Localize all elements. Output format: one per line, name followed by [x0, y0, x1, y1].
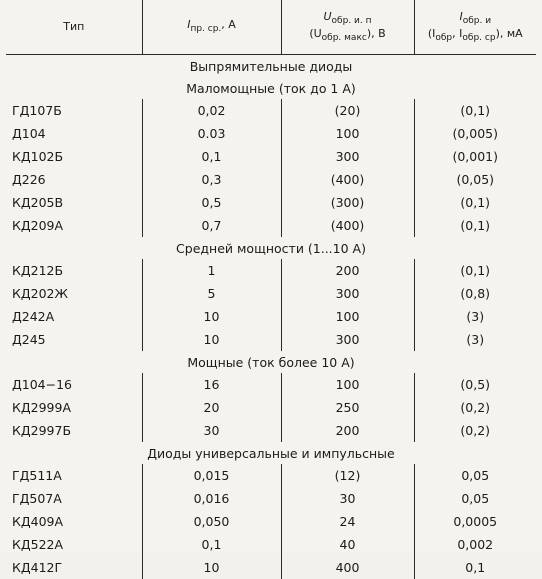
cell-reverse-current: 0,002 — [414, 533, 536, 556]
section-subtitle: Маломощные (ток до 1 А) — [186, 80, 356, 96]
cell-current: 0,7 — [142, 214, 281, 237]
cell-type: Д245 — [12, 332, 46, 347]
cell-reverse-current: (0,2) — [414, 396, 536, 419]
header-forward-current — [142, 0, 281, 55]
header-col4-l2-close: ), мА — [495, 27, 523, 40]
cell-current: 10 — [142, 556, 281, 579]
diode-spec-table — [6, 0, 536, 579]
header-col3-l2-close: ), В — [366, 27, 386, 40]
cell-type: КД409А — [12, 514, 64, 529]
cell-voltage: (20) — [281, 99, 414, 122]
header-type-label: Тип — [63, 20, 85, 34]
table-row — [6, 328, 536, 351]
header-col4-l2-mid: , I — [452, 27, 463, 40]
header-col4-l2-sub1: обр — [435, 33, 453, 44]
cell-current: 0,5 — [142, 191, 281, 214]
cell-current: 20 — [142, 396, 281, 419]
cell-reverse-current: (0,5) — [414, 373, 536, 396]
table-row — [6, 556, 536, 579]
header-reverse-current — [414, 0, 536, 55]
header-col2-sub: пр. ср. — [190, 24, 222, 35]
cell-voltage: 250 — [281, 396, 414, 419]
header-reverse-voltage — [281, 0, 414, 55]
header-col3-l2-sub: обр. макс — [321, 33, 367, 44]
cell-type: КД522А — [12, 537, 64, 552]
cell-type: Д104−16 — [12, 377, 73, 392]
table-header-row — [6, 0, 536, 55]
cell-reverse-current: (0,001) — [414, 145, 536, 168]
table-row — [6, 282, 536, 305]
table-row — [6, 419, 536, 442]
table-row — [6, 168, 536, 191]
section-title-row — [6, 351, 536, 373]
section-title-row — [6, 237, 536, 259]
cell-voltage: (400) — [281, 214, 414, 237]
cell-type: ГД507А — [12, 491, 62, 506]
header-col4-l2-sub2: обр. ср — [462, 33, 496, 44]
table-row — [6, 373, 536, 396]
cell-type: ГД511А — [12, 468, 62, 483]
cell-current: 1 — [142, 259, 281, 282]
table-row — [6, 259, 536, 282]
cell-current: 30 — [142, 419, 281, 442]
cell-reverse-current: 0,1 — [414, 556, 536, 579]
header-type — [6, 0, 142, 55]
table-row — [6, 396, 536, 419]
cell-type: Д104 — [12, 126, 46, 141]
cell-voltage: (400) — [281, 168, 414, 191]
cell-type: Д242А — [12, 309, 55, 324]
table-row — [6, 533, 536, 556]
section-title-row — [6, 442, 536, 464]
cell-voltage: 30 — [281, 487, 414, 510]
cell-voltage: 100 — [281, 305, 414, 328]
cell-voltage: 40 — [281, 533, 414, 556]
cell-type: КД102Б — [12, 149, 64, 164]
header-col3-l1-sub: обр. и. п — [331, 15, 372, 26]
section-title: Диоды универсальные и импульсные — [147, 445, 395, 461]
header-col3-l2-open: (U — [309, 27, 322, 40]
cell-reverse-current: 0,05 — [414, 487, 536, 510]
cell-reverse-current: 0,05 — [414, 464, 536, 487]
cell-reverse-current: (0,8) — [414, 282, 536, 305]
header-col4-l1-sub: обр. и — [462, 15, 492, 26]
cell-type: КД2999А — [12, 400, 72, 415]
cell-current: 0,1 — [142, 145, 281, 168]
cell-type: КД205В — [12, 195, 64, 210]
table-row — [6, 464, 536, 487]
table-row — [6, 122, 536, 145]
header-col2-main: I — [187, 18, 191, 32]
header-col3-line1 — [284, 10, 412, 27]
cell-voltage: 300 — [281, 145, 414, 168]
header-col4-line2 — [417, 27, 535, 44]
section-title: Выпрямительные диоды — [189, 58, 353, 74]
section-subtitle-row — [6, 77, 536, 99]
cell-current: 0,016 — [142, 487, 281, 510]
cell-reverse-current: (0,005) — [414, 122, 536, 145]
cell-voltage: 200 — [281, 419, 414, 442]
cell-type: Д226 — [12, 172, 46, 187]
cell-type: ГД107Б — [12, 103, 62, 118]
cell-type: КД2997Б — [12, 423, 72, 438]
cell-voltage: 400 — [281, 556, 414, 579]
cell-current: 5 — [142, 282, 281, 305]
table-row — [6, 487, 536, 510]
cell-reverse-current: (0,1) — [414, 259, 536, 282]
cell-voltage: 300 — [281, 328, 414, 351]
header-col3-l1-main: U — [323, 9, 332, 23]
cell-voltage: 100 — [281, 373, 414, 396]
header-col4-l2-open: (I — [427, 27, 436, 40]
cell-reverse-current: (0,1) — [414, 191, 536, 214]
header-col3-line2 — [284, 27, 412, 44]
header-col4-line1 — [417, 10, 535, 27]
cell-current: 0,02 — [142, 99, 281, 122]
table-row — [6, 145, 536, 168]
cell-voltage: (12) — [281, 464, 414, 487]
table-row — [6, 99, 536, 122]
cell-current: 0,3 — [142, 168, 281, 191]
cell-reverse-current: (0,1) — [414, 214, 536, 237]
cell-reverse-current: (3) — [414, 328, 536, 351]
cell-reverse-current: 0,0005 — [414, 510, 536, 533]
cell-current: 0,1 — [142, 533, 281, 556]
cell-reverse-current: (0,05) — [414, 168, 536, 191]
table-row — [6, 510, 536, 533]
table-row — [6, 214, 536, 237]
cell-current: 10 — [142, 305, 281, 328]
header-col2-unit: , А — [221, 18, 236, 32]
cell-reverse-current: (3) — [414, 305, 536, 328]
cell-voltage: 200 — [281, 259, 414, 282]
section-title: Средней мощности (1...10 А) — [176, 240, 366, 256]
cell-reverse-current: (0,1) — [414, 99, 536, 122]
cell-type: КД209А — [12, 218, 64, 233]
cell-type: КД412Г — [12, 560, 63, 575]
section-title-row — [6, 55, 536, 78]
cell-type: КД212Б — [12, 263, 64, 278]
cell-voltage: 100 — [281, 122, 414, 145]
cell-voltage: (300) — [281, 191, 414, 214]
cell-reverse-current: (0,2) — [414, 419, 536, 442]
cell-current: 0,015 — [142, 464, 281, 487]
cell-voltage: 24 — [281, 510, 414, 533]
table-row — [6, 191, 536, 214]
header-col4-l1-main: I — [459, 9, 463, 23]
table-row — [6, 305, 536, 328]
cell-current: 0,050 — [142, 510, 281, 533]
cell-type: КД202Ж — [12, 286, 68, 301]
cell-voltage: 300 — [281, 282, 414, 305]
section-title: Мощные (ток более 10 А) — [187, 354, 355, 370]
cell-current: 16 — [142, 373, 281, 396]
cell-current: 0.03 — [142, 122, 281, 145]
cell-current: 10 — [142, 328, 281, 351]
